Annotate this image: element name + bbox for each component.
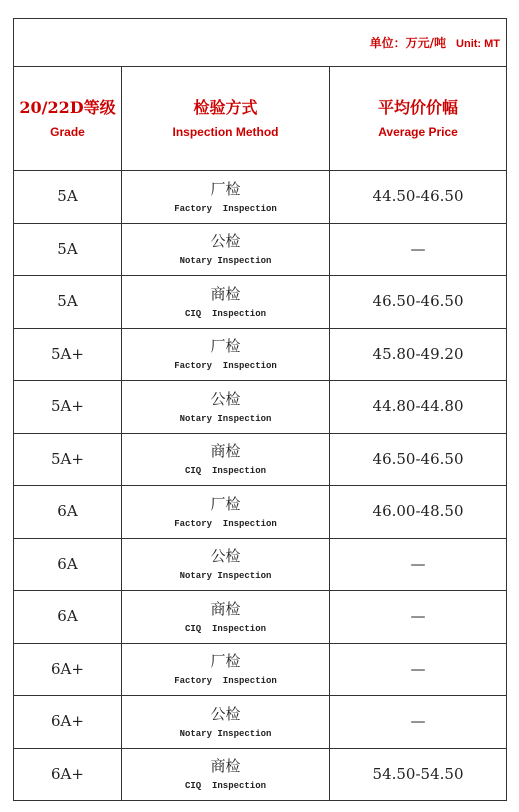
method-en: CIQ Inspection xyxy=(184,466,266,477)
price-value: — xyxy=(410,607,426,626)
method-cell xyxy=(122,433,330,486)
method-en: Factory Inspection xyxy=(174,361,277,372)
grade-value: 5A+ xyxy=(51,449,84,468)
table-row xyxy=(14,276,507,329)
grade-cell xyxy=(14,643,122,696)
table-row xyxy=(14,748,507,801)
method-en: Notary Inspection xyxy=(179,728,272,739)
price-value: 46.50-46.50 xyxy=(372,449,464,468)
header-method xyxy=(122,67,330,171)
method-cn: 商检 xyxy=(210,757,241,776)
method-en: CIQ Inspection xyxy=(184,308,266,319)
grade-cell xyxy=(14,381,122,434)
grade-value: 5A xyxy=(57,187,78,206)
grade-value: 6A xyxy=(57,502,78,521)
price-value: 54.50-54.50 xyxy=(372,764,464,783)
price-value: 46.50-46.50 xyxy=(372,292,464,311)
table-row xyxy=(14,643,507,696)
method-cell xyxy=(122,276,330,329)
method-en: Factory Inspection xyxy=(174,518,277,529)
table-row xyxy=(14,433,507,486)
header-price xyxy=(330,67,507,171)
method-cn: 厂检 xyxy=(210,337,241,356)
grade-cell xyxy=(14,748,122,801)
grade-cell xyxy=(14,171,122,224)
price-value: 44.50-46.50 xyxy=(372,187,464,206)
table-row xyxy=(14,171,507,224)
price-table xyxy=(13,18,507,801)
price-cell xyxy=(330,223,507,276)
price-value: — xyxy=(410,659,426,678)
method-en: Notary Inspection xyxy=(179,571,272,582)
grade-cell xyxy=(14,433,122,486)
method-cell xyxy=(122,643,330,696)
method-cell xyxy=(122,486,330,539)
price-value: — xyxy=(410,239,426,258)
price-value: 44.80-44.80 xyxy=(372,397,464,416)
method-cn: 厂检 xyxy=(210,652,241,671)
price-cell xyxy=(330,696,507,749)
method-en: Factory Inspection xyxy=(174,676,277,687)
unit-cell xyxy=(14,19,507,67)
price-cell xyxy=(330,643,507,696)
price-cell xyxy=(330,276,507,329)
grade-value: 5A xyxy=(57,239,78,258)
grade-cell xyxy=(14,486,122,539)
grade-cell xyxy=(14,538,122,591)
price-cell xyxy=(330,433,507,486)
unit-row xyxy=(14,19,507,67)
grade-value: 6A+ xyxy=(51,764,84,783)
method-en: CIQ Inspection xyxy=(184,781,266,792)
grade-cell xyxy=(14,223,122,276)
price-value: 45.80-49.20 xyxy=(372,344,464,363)
header-grade-en: Grade xyxy=(50,124,85,139)
price-cell xyxy=(330,591,507,644)
table-row xyxy=(14,486,507,539)
header-method-cn: 检验方式 xyxy=(193,97,258,117)
header-price-cn: 平均价价幅 xyxy=(378,97,459,117)
method-cell xyxy=(122,381,330,434)
method-cell xyxy=(122,328,330,381)
price-value: — xyxy=(410,554,426,573)
grade-value: 6A xyxy=(57,554,78,573)
method-cn: 商检 xyxy=(210,442,241,461)
grade-value: 5A+ xyxy=(51,344,84,363)
unit-label-cn: 单位：万元/吨 xyxy=(369,35,447,50)
grade-value: 5A xyxy=(57,292,78,311)
header-method-en: Inspection Method xyxy=(172,124,279,139)
price-cell xyxy=(330,486,507,539)
table-row xyxy=(14,538,507,591)
grade-value: 5A+ xyxy=(51,397,84,416)
method-cell xyxy=(122,591,330,644)
table-row xyxy=(14,591,507,644)
method-cn: 商检 xyxy=(210,284,241,303)
header-row xyxy=(14,67,507,171)
method-cn: 公检 xyxy=(210,547,241,566)
grade-cell xyxy=(14,276,122,329)
method-cell xyxy=(122,696,330,749)
method-cn: 商检 xyxy=(210,599,241,618)
grade-cell xyxy=(14,696,122,749)
price-cell xyxy=(330,538,507,591)
method-cell xyxy=(122,538,330,591)
method-cell xyxy=(122,171,330,224)
price-value: 46.00-48.50 xyxy=(372,502,464,521)
grade-value: 6A+ xyxy=(51,659,84,678)
unit-label-en: Unit: MT xyxy=(456,37,501,50)
grade-value: 6A xyxy=(57,607,78,626)
method-en: Factory Inspection xyxy=(174,203,277,214)
price-value: — xyxy=(410,712,426,731)
method-en: Notary Inspection xyxy=(179,413,272,424)
table-row xyxy=(14,328,507,381)
method-cn: 公检 xyxy=(210,232,241,251)
header-price-en: Average Price xyxy=(378,124,458,139)
table-row xyxy=(14,381,507,434)
method-cn: 厂检 xyxy=(210,494,241,513)
header-grade xyxy=(14,67,122,171)
grade-cell xyxy=(14,328,122,381)
price-cell xyxy=(330,381,507,434)
header-grade-cn: 20/22D等级 xyxy=(19,97,116,117)
method-en: CIQ Inspection xyxy=(184,623,266,634)
method-en: Notary Inspection xyxy=(179,256,272,267)
method-cn: 厂检 xyxy=(210,179,241,198)
method-cn: 公检 xyxy=(210,389,241,408)
method-cn: 公检 xyxy=(210,704,241,723)
price-cell xyxy=(330,171,507,224)
table-row xyxy=(14,223,507,276)
table-row xyxy=(14,696,507,749)
method-cell xyxy=(122,748,330,801)
grade-value: 6A+ xyxy=(51,712,84,731)
grade-cell xyxy=(14,591,122,644)
price-cell xyxy=(330,748,507,801)
method-cell xyxy=(122,223,330,276)
price-cell xyxy=(330,328,507,381)
